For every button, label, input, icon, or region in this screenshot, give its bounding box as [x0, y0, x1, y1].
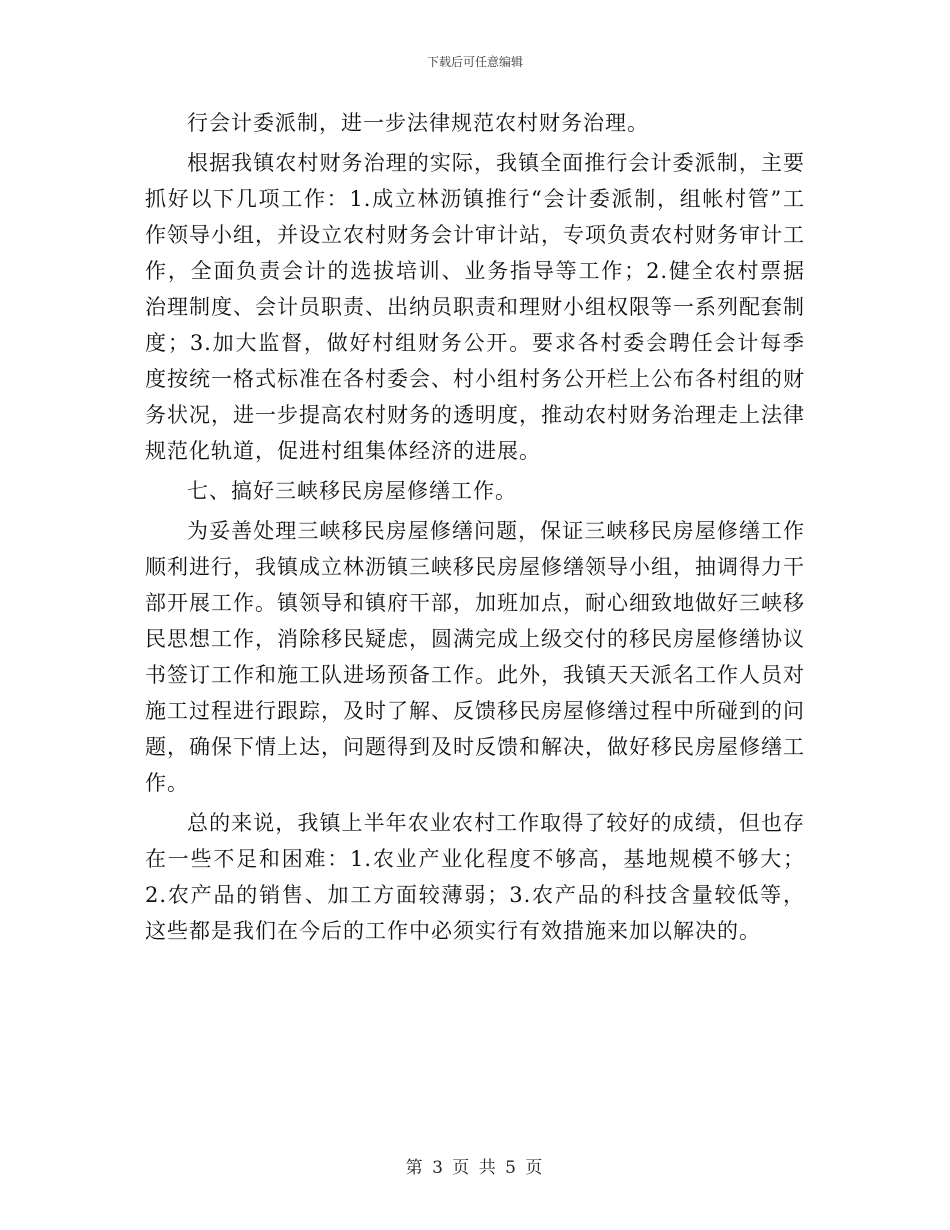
section-heading-seven: 七、搞好三峡移民房屋修缮工作。: [187, 479, 517, 503]
paragraph-continued: 行会计委派制，进一步法律规范农村财务治理。: [187, 111, 649, 135]
paragraph-summary: 总的来说，我镇上半年农业农村工作取得了较好的成绩，但也存在一些不足和困难：1.农业产业化程度不够高，基地规模不够大；2.农产品的销售、加工方面较薄弱；3.农产品的科技含量较低等，这些都是我们在今后的工作中必须实行有效措施来加以解决的。: [145, 811, 805, 943]
page-number: 第 3 页 共 5 页: [405, 1158, 545, 1178]
document-body: [145, 105, 805, 949]
paragraph-accounting-system: 根据我镇农村财务治理的实际，我镇全面推行会计委派制，主要抓好以下几项工作：1.成立林沥镇推行“会计委派制，组帐村管”工作领导小组，并设立农村财务会计审计站，专项负责农村财务审计工作，全面负责会计的选拔培训、业务指导等工作；2.健全农村票据治理制度、会计员职责、出纳员职责和理财小组权限等一系列配套制度；3.加大监督，做好村组财务公开。要求各村委会聘任会计每季度按统一格式标准在各村委会、村小组村务公开栏上公布各村组的财务状况，进一步提高农村财务的透明度，推动农村财务治理走上法律规范化轨道，促进村组集体经济的进展。: [145, 151, 805, 463]
paragraph-housing-repair: 为妥善处理三峡移民房屋修缮问题，保证三峡移民房屋修缮工作顺利进行，我镇成立林沥镇三峡移民房屋修缮领导小组，抽调得力干部开展工作。镇领导和镇府干部，加班加点，耐心细致地做好三峡移民思想工作，消除移民疑虑，圆满完成上级交付的移民房屋修缮协议书签订工作和施工队进场预备工作。此外，我镇天天派名工作人员对施工过程进行跟踪，及时了解、反馈移民房屋修缮过程中所碰到的问题，确保下情上达，问题得到及时反馈和解决，做好移民房屋修缮工作。: [145, 519, 805, 795]
page-header-note: 下载后可任意编辑: [426, 55, 523, 69]
